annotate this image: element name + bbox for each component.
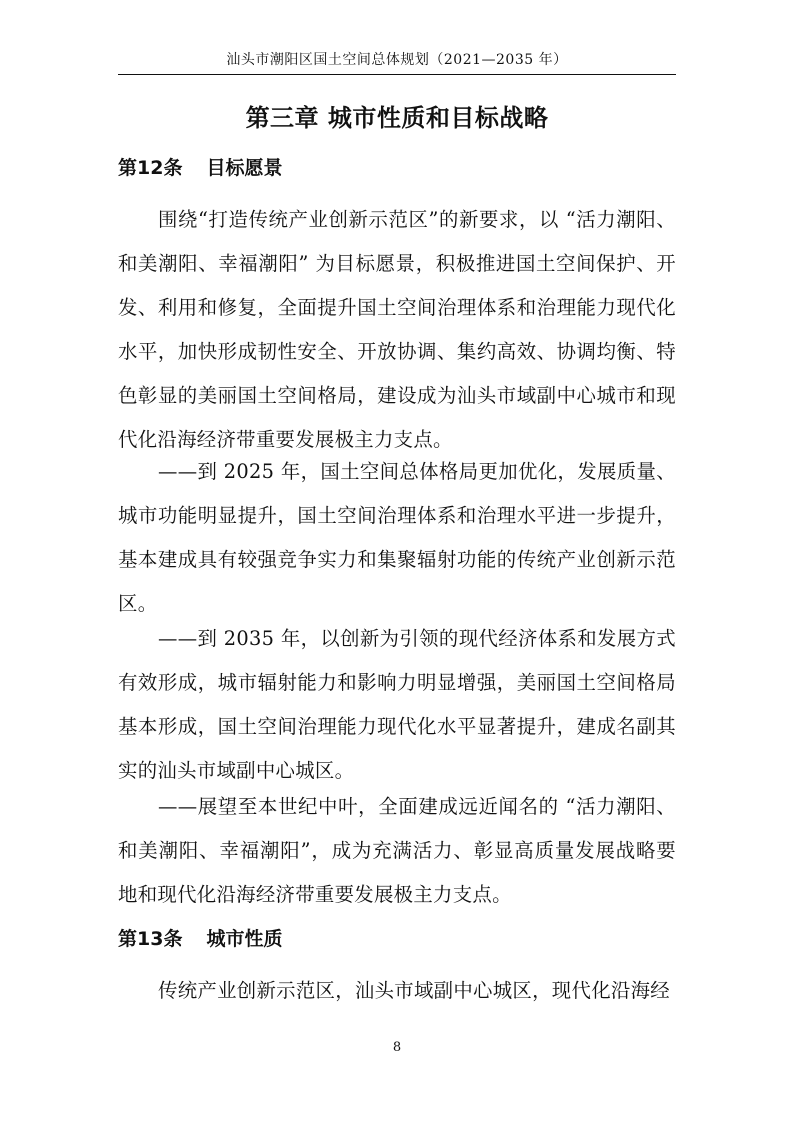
running-header: 汕头市潮阳区国土空间总体规划（2021—2035 年） <box>226 52 568 68</box>
paragraph: 围绕“打造传统产业创新示范区”的新要求，以 “活力潮阳、和美潮阳、幸福潮阳” 为目标愿景，积极推进国土空间保护、开发、利用和修复，全面提升国土空间治理体系和治理能力现代化水平，加快形成韧性安全、开放协调、集约高效、协调均衡、特色彰显的美丽国土空间格局，建设成为汕头市域副中心城市和现代化沿海经济带重要发展极主力支点。 <box>118 208 676 451</box>
page-number: 8 <box>392 1040 402 1055</box>
article-12-heading <box>118 154 282 182</box>
article-title: 城市性质 <box>206 928 283 950</box>
paragraph: ——展望至本世纪中叶，全面建成远近闻名的 “活力潮阳、和美潮阳、幸福潮阳”，成为充满活力、彰显高质量发展战略要地和现代化沿海经济带重要发展极主力支点。 <box>118 795 676 906</box>
paragraph: ——到 2035 年，以创新为引领的现代经济体系和发展方式有效形成，城市辐射能力和影响力明显增强，美丽国土空间格局基本形成，国土空间治理能力现代化水平显著提升，建成名副其实的汕头市域副中心城区。 <box>118 627 676 782</box>
chapter-title: 第三章 城市性质和目标战略 <box>245 104 549 132</box>
paragraph: ——到 2025 年，国土空间总体格局更加优化，发展质量、城市功能明显提升，国土空间治理体系和治理水平进一步提升，基本建成具有较强竞争实力和集聚辐射功能的传统产业创新示范区。 <box>118 460 676 615</box>
header-rule <box>118 74 676 75</box>
paragraph: 传统产业创新示范区，汕头市域副中心城区，现代化沿海经 <box>158 979 670 1002</box>
article-title: 目标愿景 <box>206 157 283 179</box>
article-13-heading <box>118 925 282 953</box>
article-number: 第13条 <box>118 928 183 950</box>
article-number: 第12条 <box>118 157 183 179</box>
